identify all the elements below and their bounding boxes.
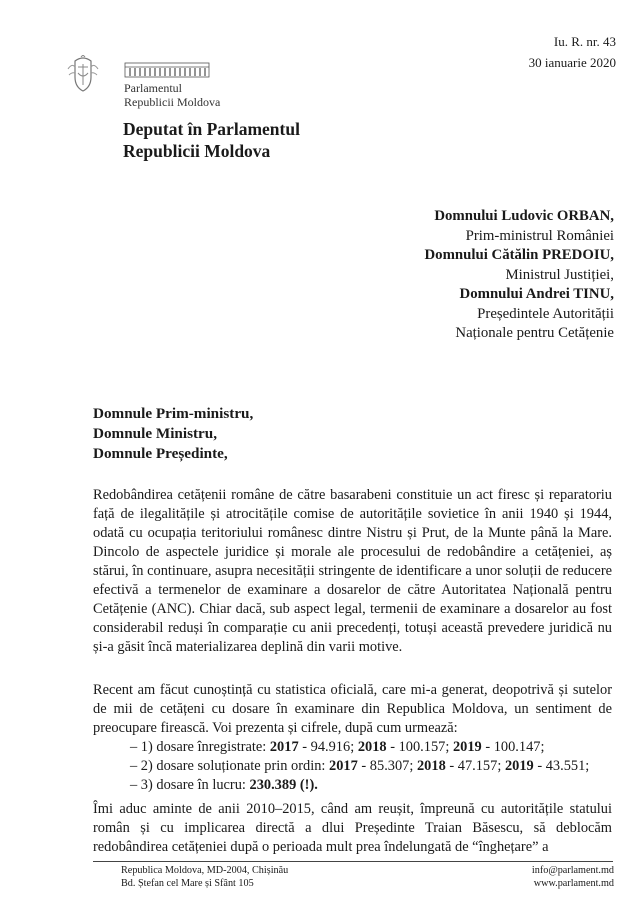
- addressee-role: Ministrul Justiției,: [505, 266, 614, 283]
- salutation: [93, 404, 253, 464]
- footer-website: www.parlament.md: [533, 878, 614, 889]
- paragraph-3: Îmi aduc aminte de anii 2010–2015, când am reușit, împreună cu autoritățile statului român și cu implicarea directă a dlui Președinte Traian Băsescu, să deblocăm redobândirea cetățeniei după o perioada mult prea îndelungată de “înghețare” a: [93, 801, 612, 855]
- paragraph-1: Redobândirea cetățenii române de către basarabeni constituie un act firesc și reparatoriu față de ilegalitățile și atrocitățile comise de autoritățile sovietice în anii 1940 și 1944, odată cu ocupația teritoriului românesc dintre Nistru și Prut, de la Munte până la Mare. Dincolo de aspectele juridice și morale ale procesului de redobândire a cetățeniei, aș stărui, în continuare, asupra necesității stringente de identificare a unor soluții de reducere efectivă a termenelor de examinare a dosarelor de către Autoritatea Națională pentru Cetățenie (ANC). Chiar dacă, sub aspect legal, termenii de examinare a dosarelor au fost considerabil reduși în comparație cu anii precedenți, totuși această prevedere juridică nu și-a găsit încă materializarea deplină din varii motive.: [93, 487, 612, 655]
- paragraph-2: [93, 681, 612, 795]
- sender-title-line2: Republicii Moldova: [123, 141, 271, 161]
- stats-item-in-progress: – 3) dosare în lucru: 230.389 (!).: [130, 777, 318, 793]
- addressee-name: Domnului Ludovic ORBAN,: [434, 208, 614, 224]
- salutation-line: Domnule Președinte,: [93, 445, 228, 462]
- footer-address-line2: Bd. Ștefan cel Mare și Sfânt 105: [121, 878, 254, 889]
- addressee-role: Președintele Autorității: [477, 305, 614, 322]
- stats-item-resolved: – 2) dosare soluționate prin ordin: 2017 - 85.307; 2018 - 47.157; 2019 - 43.551;: [130, 758, 590, 774]
- institution-block: [124, 60, 220, 109]
- salutation-line: Domnule Prim-ministru,: [93, 405, 254, 422]
- addressee-name: Domnului Andrei TINU,: [459, 286, 614, 302]
- addressee-role: Naționale pentru Cetățenie: [455, 325, 614, 341]
- footer-email: info@parlament.md: [531, 865, 614, 876]
- institution-line1: Parlamentul: [124, 81, 182, 95]
- stats-item-registered: – 1) dosare înregistrate: 2017 - 94.916; 2018 - 100.157; 2019 - 100.147;: [130, 739, 545, 755]
- footer-divider: [93, 861, 613, 862]
- parliament-building-icon: [124, 60, 210, 78]
- paragraph-2-text: Recent am făcut cunoștință cu statistica oficială, care mi-a generat, deopotrivă și sutelor de mii de cetățeni cu dosare în examinare din Republica Moldova, un sentiment de preocupare firească. Voi prezenta și cifrele, după cum urmează:: [93, 682, 612, 736]
- addressee-block: [154, 207, 614, 344]
- sender-title: [123, 118, 300, 162]
- sender-title-line1: Deputat în Parlamentul: [123, 119, 300, 139]
- footer-contact: [532, 864, 614, 890]
- salutation-line: Domnule Ministru,: [93, 425, 218, 442]
- letter-date: 30 ianuarie 2020: [528, 55, 616, 70]
- coat-of-arms-icon: [66, 55, 100, 102]
- institution-line2: Republicii Moldova: [124, 95, 221, 109]
- footer-address-line1: Republica Moldova, MD-2004, Chișinău: [121, 865, 289, 876]
- footer-address: [121, 864, 288, 890]
- addressee-name: Domnului Cătălin PREDOIU,: [424, 247, 614, 263]
- reference-number: Iu. R. nr. 43: [553, 34, 616, 49]
- addressee-role: Prim-ministrul României: [465, 227, 614, 244]
